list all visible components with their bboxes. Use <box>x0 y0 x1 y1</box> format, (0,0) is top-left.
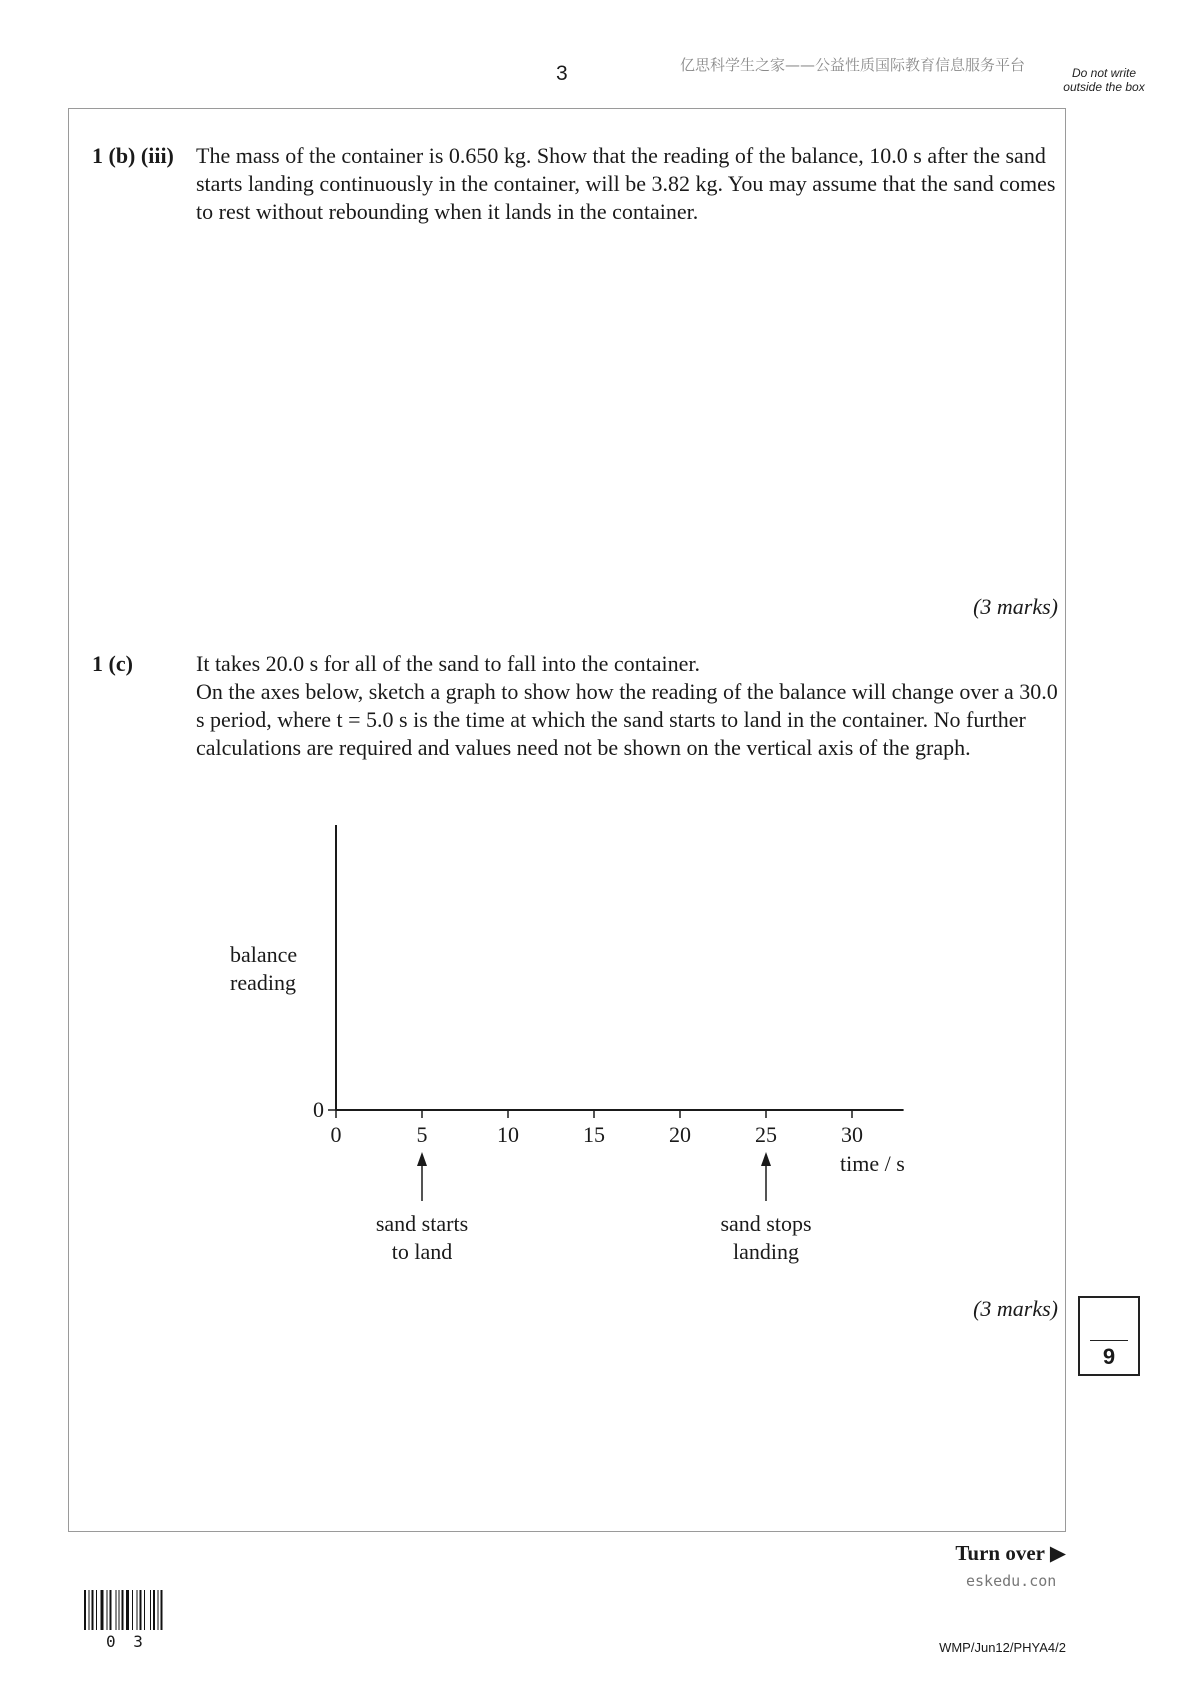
x-axis-label: time / s <box>840 1151 905 1176</box>
page-number: 3 <box>556 62 568 85</box>
x-tick-label: 0 <box>330 1122 342 1147</box>
barcode-bar <box>158 1590 159 1630</box>
question-text-c-line1: It takes 20.0 s for all of the sand to fall into the container. <box>196 651 701 676</box>
barcode-number: 0 3 <box>106 1632 147 1651</box>
annotation-arrowhead-icon <box>761 1152 771 1166</box>
annotation-label-line2: to land <box>391 1239 453 1264</box>
chart-svg <box>200 815 920 1285</box>
marks-c: (3 marks) <box>973 1296 1058 1321</box>
barcode-bar <box>107 1590 108 1630</box>
x-tick-label: 30 <box>841 1122 863 1147</box>
watermark-text: 亿思科学生之家——公益性质国际教育信息服务平台 <box>680 56 1026 74</box>
barcode-bar <box>122 1590 124 1630</box>
barcode-bar <box>89 1590 90 1630</box>
marks-b-iii: (3 marks) <box>973 594 1058 619</box>
barcode-bar <box>126 1590 129 1630</box>
barcode-bar <box>116 1590 117 1630</box>
question-text-b-iii: The mass of the container is 0.650 kg. Show that the reading of the balance, 10.0 s after the sand starts landing continuously in the container, will be 3.82 kg. You may assume that the sand comes to rest without rebounding when it lands in the container. <box>196 143 1056 224</box>
score-value: 9 <box>1102 1344 1116 1369</box>
barcode-bar <box>101 1590 104 1630</box>
barcode-bar <box>144 1590 145 1630</box>
barcode-bar <box>92 1590 94 1630</box>
paper-reference: WMP/Jun12/PHYA4/2 <box>939 1640 1066 1655</box>
turn-over-label: Turn over ▶ <box>955 1541 1066 1565</box>
barcode-bar <box>140 1590 142 1630</box>
x-tick-label: 5 <box>416 1122 428 1147</box>
y-axis-label-line2: reading <box>230 970 296 995</box>
score-box <box>1078 1296 1140 1376</box>
barcode-bar <box>119 1590 120 1630</box>
barcode-bar <box>137 1590 138 1630</box>
x-tick-label: 20 <box>669 1122 691 1147</box>
y-zero-label: 0 <box>313 1097 324 1122</box>
annotation-label-line2: landing <box>733 1239 799 1264</box>
barcode-bar <box>96 1590 97 1630</box>
margin-note: Do not write outside the box <box>1063 66 1145 94</box>
question-number-c: 1 (c) <box>92 651 133 676</box>
annotation-arrowhead-icon <box>417 1152 427 1166</box>
question-text-c <box>196 650 1066 762</box>
annotation-label-line1: sand stops <box>720 1211 812 1236</box>
barcode-bar <box>161 1590 163 1630</box>
barcode-bar <box>132 1590 133 1630</box>
x-tick-label: 10 <box>497 1122 519 1147</box>
score-divider <box>1090 1340 1128 1341</box>
question-text-c-rest: On the axes below, sketch a graph to show how the reading of the balance will change over a 30.0 s period, where t = 5.0 s is the time at which the sand starts to land in the container. No further calculations are required and values need not be shown on the vertical axis of the graph. <box>196 679 1058 760</box>
annotation-label-line1: sand starts <box>375 1211 469 1236</box>
x-tick-label: 25 <box>755 1122 777 1147</box>
barcode-bar <box>110 1590 112 1630</box>
question-number-b-iii: 1 (b) (iii) <box>92 143 174 168</box>
barcode-bar <box>150 1590 151 1630</box>
site-text: eskedu.con <box>966 1572 1057 1590</box>
barcode-bar <box>84 1590 86 1630</box>
x-tick-label: 15 <box>583 1122 605 1147</box>
barcode-bar <box>153 1590 155 1630</box>
barcode-graphic <box>84 1590 184 1632</box>
barcode-icon <box>84 1590 184 1637</box>
y-axis-label-line1: balance <box>230 942 298 967</box>
balance-reading-chart <box>200 815 920 1285</box>
